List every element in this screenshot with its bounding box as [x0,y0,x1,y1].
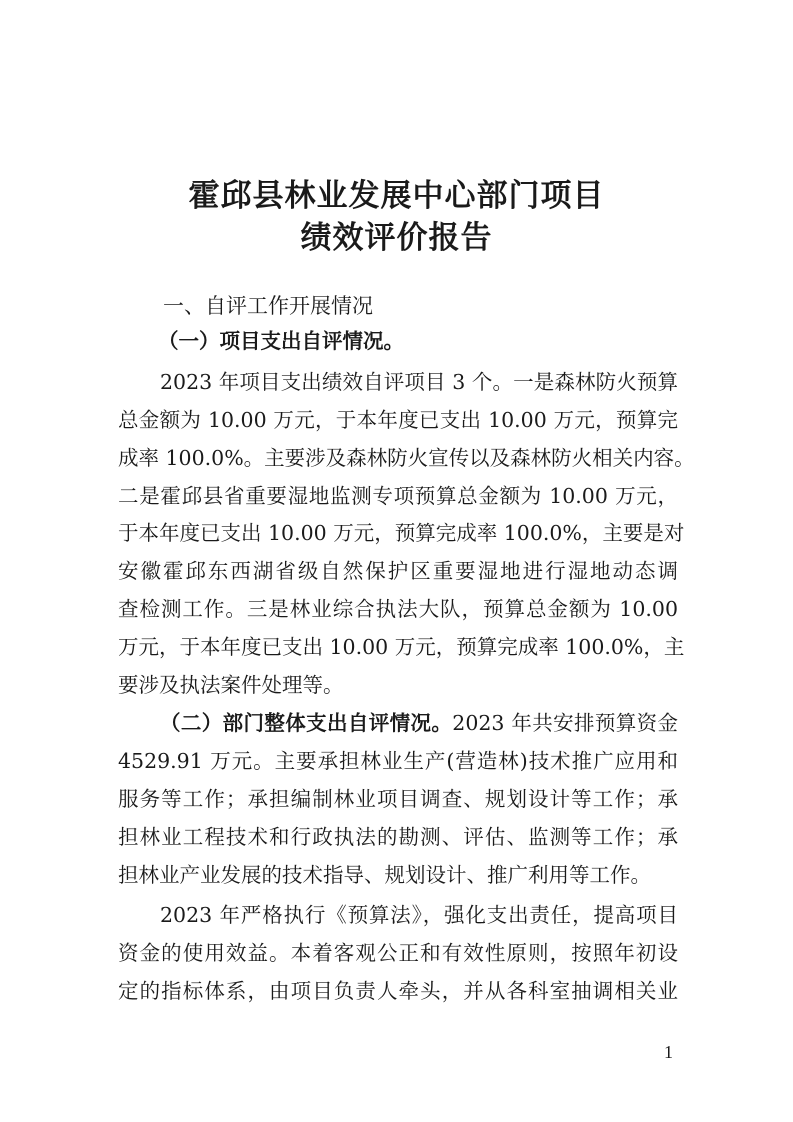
paragraph-line: 资金的使用效益。本着客观公正和有效性原则，按照年初设 [118,941,678,965]
paragraph-line: 2023 年项目支出绩效自评项目 3 个。一是森林防火预算 [160,370,678,394]
paragraph-line: 担林业工程技术和行政执法的勘测、评估、监测等工作；承 [118,825,678,849]
page-number: 1 [664,1042,673,1062]
paragraph-line: 二是霍邱县省重要湿地监测专项预算总金额为 10.00 万元， [118,484,678,508]
document-title-line-1: 霍邱县林业发展中心部门项目 [188,178,605,214]
paragraph-line: 总金额为 10.00 万元，于本年度已支出 10.00 万元，预算完 [118,408,678,432]
paragraph-line: 4529.91 万元。主要承担林业生产(营造林)技术推广应用和 [118,749,678,773]
paragraph-line: 定的指标体系，由项目负责人牵头，并从各科室抽调相关业 [118,979,678,1003]
paragraph-line: 安徽霍邱东西湖省级自然保护区重要湿地进行湿地动态调 [118,559,678,583]
paragraph-line: 成率 100.0%。主要涉及森林防火宣传以及森林防火相关内容。 [118,446,695,470]
subsection-heading-2: （二）部门整体支出自评情况。 [160,711,453,735]
paragraph-line: 服务等工作；承担编制林业项目调查、规划设计等工作；承 [118,787,678,811]
paragraph-line: 2023 年严格执行《预算法》，强化支出责任，提高项目 [160,903,678,927]
section-heading: 一、自评工作开展情况 [163,294,373,318]
paragraph-line: 担林业产业发展的技术指导、规划设计、推广利用等工作。 [118,863,651,887]
paragraph-line [160,708,678,738]
document-title-line-2: 绩效评价报告 [300,220,493,256]
paragraph-line: 查检测工作。三是林业综合执法大队，预算总金额为 10.00 [118,597,678,621]
subsection-heading-1: （一）项目支出自评情况。 [158,329,404,353]
paragraph-line: 万元，于本年度已支出 10.00 万元，预算完成率 100.0%，主 [118,635,685,659]
paragraph-text: 2023 年共安排预算资金 [452,711,679,735]
paragraph-line: 要涉及执法案件处理等。 [118,673,344,697]
paragraph-line: 于本年度已支出 10.00 万元，预算完成率 100.0%，主要是对 [118,521,685,545]
